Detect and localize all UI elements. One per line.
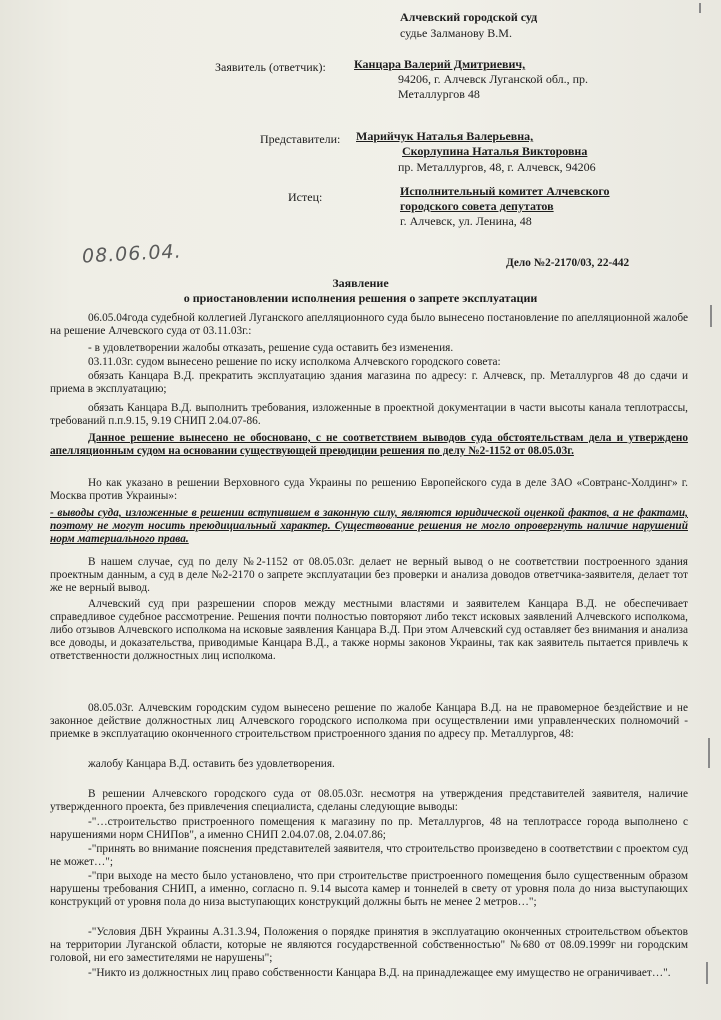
paragraph-court-bias: Алчевский суд при разрешении споров между местными властями и заявителем Канцара В.Д. не обеспечивает справедливое судебное рассмотрение. Решения почти полностью повторяют либо текст исковых заявлений Алчевского исполкома, либо отзывов Алчевского исполкома на исковые заявления Канцара В.Д. При этом Алчевский суд оставляет без внимания и анализа все доводы, и доказательства, приводимые Канцара В.Д., а также нормы законов Украины, так как заявитель пытается привлечь к ответственности должностных лиц исполкома.: [50, 598, 688, 662]
plaintiff-address: г. Алчевск, ул. Ленина, 48: [400, 214, 532, 228]
scan-mark: [706, 962, 708, 984]
paragraph-appeal: 06.05.04года судебной коллегией Луганского апелляционного суда было вынесено постановление по апелляционной жалобе на решение Алчевского суда от 03.11.03г.:: [50, 312, 688, 337]
judge-name: судье Залманову В.М.: [400, 26, 512, 40]
plaintiff-name-line-2: городского совета депутатов: [400, 199, 554, 213]
paragraph-obligation-2: обязать Канцара В.Д. выполнить требования, изложенные в проектной документации в части высоты канала теплотрассы, требований п.п.9.15, 9.19 СНИП 2.04.07-86.: [50, 402, 688, 427]
scan-mark: [699, 3, 701, 13]
paragraph-obligation-1: обязать Канцара В.Д. прекратить эксплуатацию здания магазина по адресу: г. Алчевск, пр. Металлургов 48 до сдачи и приема в эксплуатацию;: [50, 370, 688, 395]
paragraph-complaint-decision: 08.05.03г. Алчевским городским судом вынесено решение по жалобе Канцара В.Д. на не правомерное бездействие и не законное действие должностных лиц Алчевского городского исполкома при осуществлении ими управленческих полномочий - приемке в эксплуатацию оконченного строительством пристроенного здания по адресу пр. Металлургов, 48:: [50, 702, 688, 740]
quote-dbn-conditions: -"Условия ДБН Украины А.31.3.94, Положения о порядке принятия в эксплуатацию оконченных строительством объектов на территории Луганской области, которые не являются государственной собственностью" №680 от 08.09.1999г ни городским головой, ни его заместителями не нарушены";: [50, 926, 688, 964]
representatives-label: Представители:: [260, 132, 341, 146]
plaintiff-label: Истец:: [288, 190, 323, 204]
paragraph-supreme-court: Но как указано в решении Верховного суда Украины по решению Европейского суда в деле ЗАО «Совтранс-Холдинг» г. Москва против Украины»:: [50, 477, 688, 502]
case-number: Дело №2-2170/03, 22-442: [506, 257, 630, 269]
applicant-address-line-2: Металлургов 48: [398, 87, 480, 101]
applicant-label: Заявитель (ответчик):: [215, 60, 326, 74]
representative-1: Марийчук Наталья Валерьевна,: [356, 129, 534, 143]
document-title: Заявление: [332, 276, 389, 290]
court-name: Алчевский городской суд: [400, 10, 538, 24]
handwritten-date: 08.06.04.: [81, 240, 183, 268]
paragraph-decision: 03.11.03г. судом вынесено решение по иску исполкома Алчевского городского совета:: [88, 356, 501, 368]
applicant-name: Канцара Валерий Дмитриевич,: [354, 57, 526, 71]
quote-site-inspection: -"при выходе на место было установлено, что при строительстве пристроенного помещения было существенным образом нарушены требования СНИП, а именно, согласно п. 9.14 высота камер и тоннелей в свету от уровня пола до низа выступающих конструкций от уровня пола до низа выступающих конструкций должны быть не менее 2 метров…";: [50, 870, 688, 908]
paragraph-appeal-result: - в удовлетворении жалобы отказать, решение суда оставить без изменения.: [88, 342, 454, 354]
quote-construction-violation: -"…строительство пристроенного помещения к магазину по пр. Металлургов, 48 на теплотрассе города выполнено с нарушениями норм СНИПов", а именно СНИП 2.04.07.08, 2.04.07.86;: [50, 816, 688, 841]
paragraph-objection: Данное решение вынесено не обосновано, с не соответствием выводов суда обстоятельствам дела и утверждено апелляционным судом на основании существующей преюдиции решения по делу №2-1152 от 08.05.03г.: [50, 432, 688, 457]
document-subtitle: о приостановлении исполнения решения о запрете эксплуатации: [183, 291, 538, 305]
paragraph-our-case: В нашем случае, суд по делу №2-1152 от 08.05.03г. делает не верный вывод о не соответствии построенного здания проектным данным, а суд в деле №2-2170 о запрете эксплуатации без проверки и анализа доводов ответчика-заявителя, делает тот же не верный вывод.: [50, 556, 688, 594]
scan-mark: [708, 738, 710, 768]
quote-project-compliance: -"принять во внимание пояснения представителей заявителя, что строительство произведено в соответствии с проектом суд не может…";: [50, 843, 688, 868]
paragraph-conclusions: В решении Алчевского городского суда от 08.05.03г. несмотря на утверждения представителей заявителя, наличие утвержденного проекта, без привлечения специалиста, сделаны следующие выводы:: [50, 788, 688, 813]
representatives-address: пр. Металлургов, 48, г. Алчевск, 94206: [398, 160, 596, 174]
applicant-address-line-1: 94206, г. Алчевск Луганской обл., пр.: [398, 72, 589, 86]
paragraph-supreme-court-quote: - выводы суда, изложенные в решении вступившем в законную силу, являются юридической оценкой фактов, а не фактами, поэтому не могут носить преюдициальный характер. Существование решения не могло опровергнуть наличие нарушений норм материального права.: [50, 507, 688, 545]
scan-mark: [710, 305, 712, 327]
quote-ownership: -"Никто из должностных лиц право собственности Канцара В.Д. на принадлежащее ему имущество не ограничивает…".: [88, 967, 671, 979]
representative-2: Скорлупина Наталья Викторовна: [402, 144, 588, 158]
paragraph-complaint-result: жалобу Канцара В.Д. оставить без удовлетворения.: [88, 758, 335, 770]
plaintiff-name-line-1: Исполнительный комитет Алчевского: [400, 184, 610, 198]
